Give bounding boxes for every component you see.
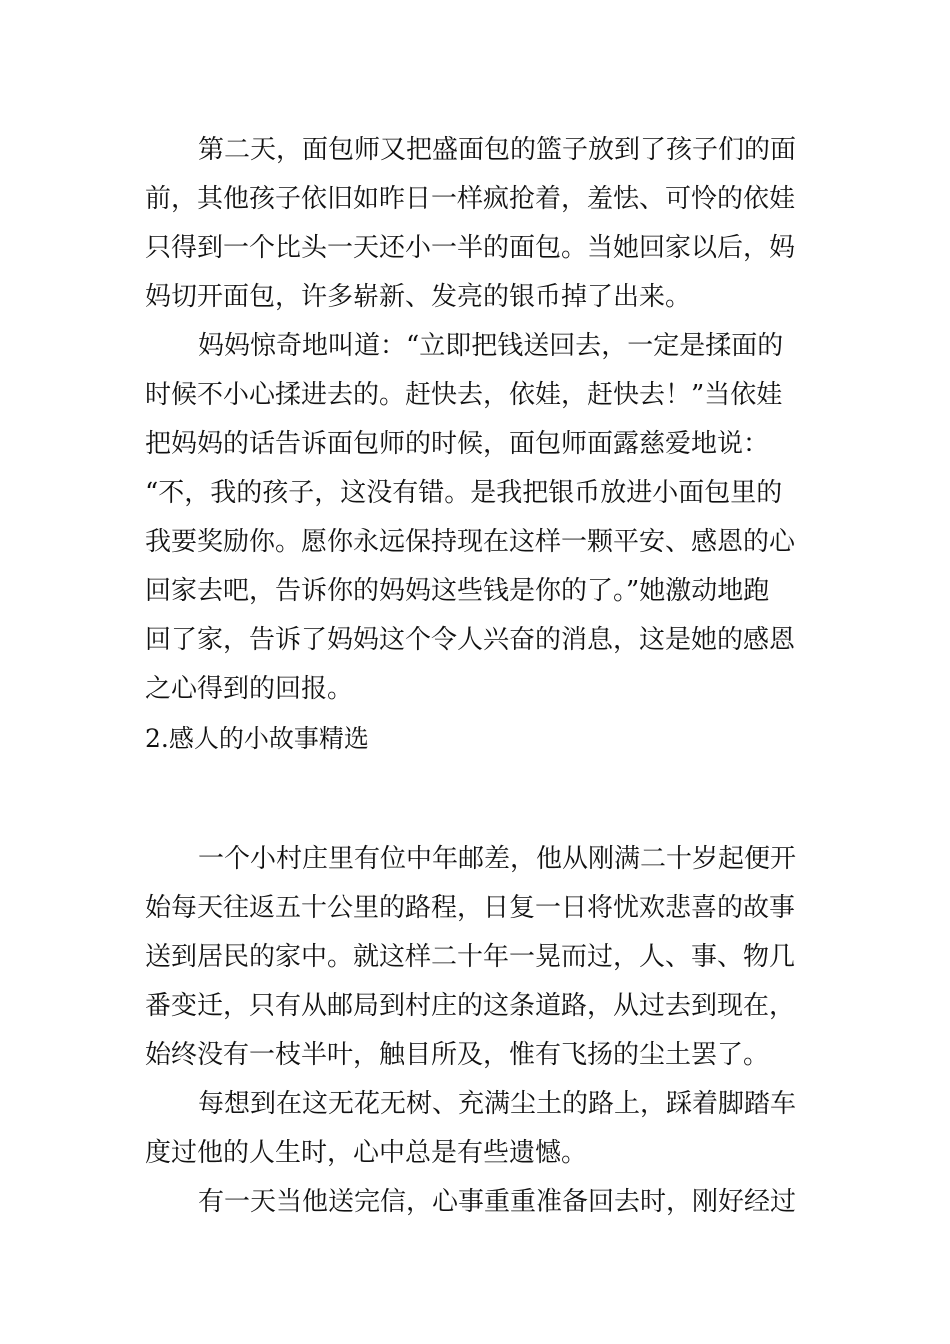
text-line: 妈妈惊奇地叫道：“立即把钱送回去，一定是揉面的: [198, 331, 784, 361]
text-line: 第二天，面包师又把盛面包的篮子放到了孩子们的面: [198, 135, 797, 165]
section-heading: 2.感人的小故事精选: [145, 724, 369, 753]
text-line: 前，其他孩子依旧如昨日一样疯抢着，羞怯、可怜的依娃: [145, 184, 796, 214]
text-line: 番变迁，只有从邮局到村庄的这条道路，从过去到现在，: [145, 991, 796, 1021]
paragraph: [145, 126, 810, 322]
text-line: 每想到在这无花无树、充满尘土的路上，踩着脚踏车: [198, 1089, 797, 1119]
text-line: 把妈妈的话告诉面包师的时候，面包师面露慈爱地说：: [145, 429, 770, 459]
text-line: 一个小村庄里有位中年邮差，他从刚满二十岁起便开: [198, 844, 797, 874]
text-line: 之心得到的回报。: [145, 674, 354, 704]
text-line: 回了家，告诉了妈妈这个令人兴奋的消息，这是她的感恩: [145, 625, 796, 655]
paragraph: [145, 322, 810, 714]
text-line: 度过他的人生时，心中总是有些遗憾。: [145, 1138, 588, 1168]
blank-spacer: [145, 763, 810, 835]
paragraph: [145, 1178, 810, 1227]
paragraph: [145, 835, 810, 1080]
text-line: 有一天当他送完信，心事重重准备回去时，刚好经过: [198, 1187, 797, 1217]
text-line: 只得到一个比头一天还小一半的面包。当她回家以后，妈: [145, 233, 796, 263]
paragraph: [145, 1080, 810, 1178]
text-line: 始每天往返五十公里的路程，日复一日将忧欢悲喜的故事: [145, 893, 796, 923]
text-line: 送到居民的家中。就这样二十年一晃而过，人、事、物几: [145, 942, 796, 972]
text-line: “不，我的孩子，这没有错。是我把银币放进小面包里的: [145, 478, 783, 508]
text-line: 始终没有一枝半叶，触目所及，惟有飞扬的尘土罢了。: [145, 1040, 770, 1070]
document-body: [145, 126, 810, 1227]
text-line: 回家去吧，告诉你的妈妈这些钱是你的了。”她激动地跑: [145, 576, 770, 606]
text-line: 妈切开面包，许多崭新、发亮的银币掉了出来。: [145, 282, 692, 312]
text-line: 我要奖励你。愿你永远保持现在这样一颗平安、感恩的心: [145, 527, 796, 557]
text-line: 时候不小心揉进去的。赶快去，依娃，赶快去！”当依娃: [145, 380, 783, 410]
